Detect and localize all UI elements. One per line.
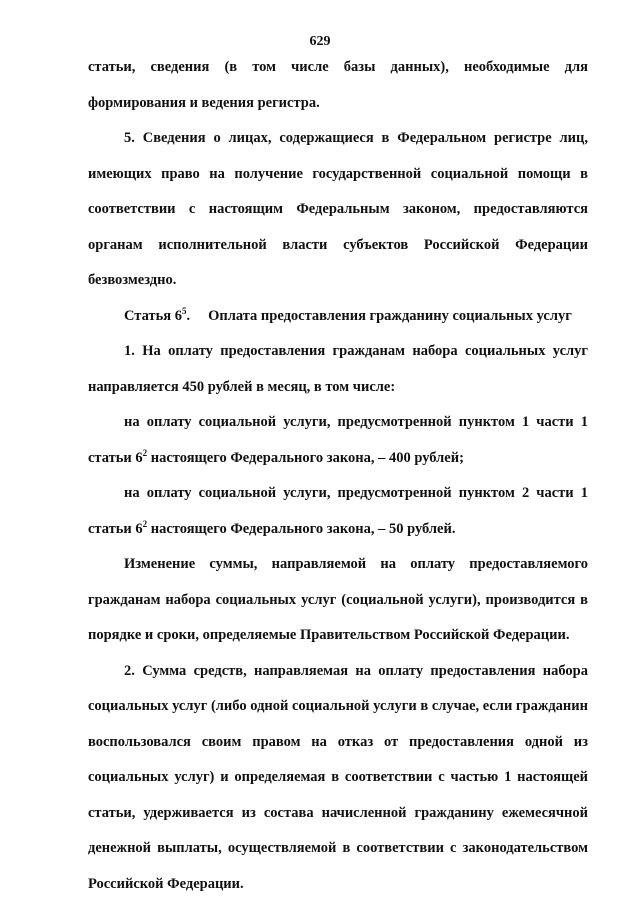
paragraph-item-1: 1. На оплату предоставления гражданам набора социальных услуг направляется 450 рублей в месяц, в том числе:: [88, 334, 588, 405]
article-label-superscript: 5: [182, 306, 187, 316]
paragraph-continuation: статьи, сведения (в том числе базы данных), необходимые для формирования и ведения регистра.: [88, 50, 588, 121]
paragraph-item-5: 5. Сведения о лицах, содержащиеся в Федеральном регистре лиц, имеющих право на получение государственной социальной помощи в соответствии с настоящим Федеральным законом, предоставляются органам исполнительной власти субъектов Российской Федерации безвозмездно.: [88, 121, 588, 299]
paragraph-service-1: на оплату социальной услуги, предусмотренной пунктом 1 части 1 статьи $6^2$ настоящего Федерального закона, – 400 рублей;: [88, 405, 588, 476]
paragraph-amount-change: Изменение суммы, направляемой на оплату предоставляемого гражданам набора социальных услуг (социальной услуги), производится в порядке и сроки, определяемые Правительством Российской Федерации.: [88, 547, 588, 654]
page-number: 629: [0, 34, 640, 50]
paragraph-service-2: на оплату социальной услуги, предусмотренной пунктом 2 части 1 статьи $6^2$ настоящего Федерального закона, – 50 рублей.: [88, 476, 588, 547]
article-heading: [88, 299, 588, 335]
article-ref-superscript: 2: [143, 448, 148, 458]
paragraph-item-2: 2. Сумма средств, направляемая на оплату предоставления набора социальных услуг (либо одной социальной услуги в случае, если гражданин воспользовался своим правом на отказ от предоставления одной из социальных услуг) и определяемая в соответствии с частью 1 настоящей статьи, удерживается из состава начисленной гражданину ежемесячной денежной выплаты, осуществляемой в соответствии с законодательством Российской Федерации.: [88, 654, 588, 902]
article-ref-superscript: 2: [143, 519, 148, 529]
article-label: Статья $6^5$.: [124, 308, 190, 324]
article-title: Оплата предоставления гражданину социальных услуг: [208, 308, 572, 324]
document-body: [88, 50, 588, 902]
